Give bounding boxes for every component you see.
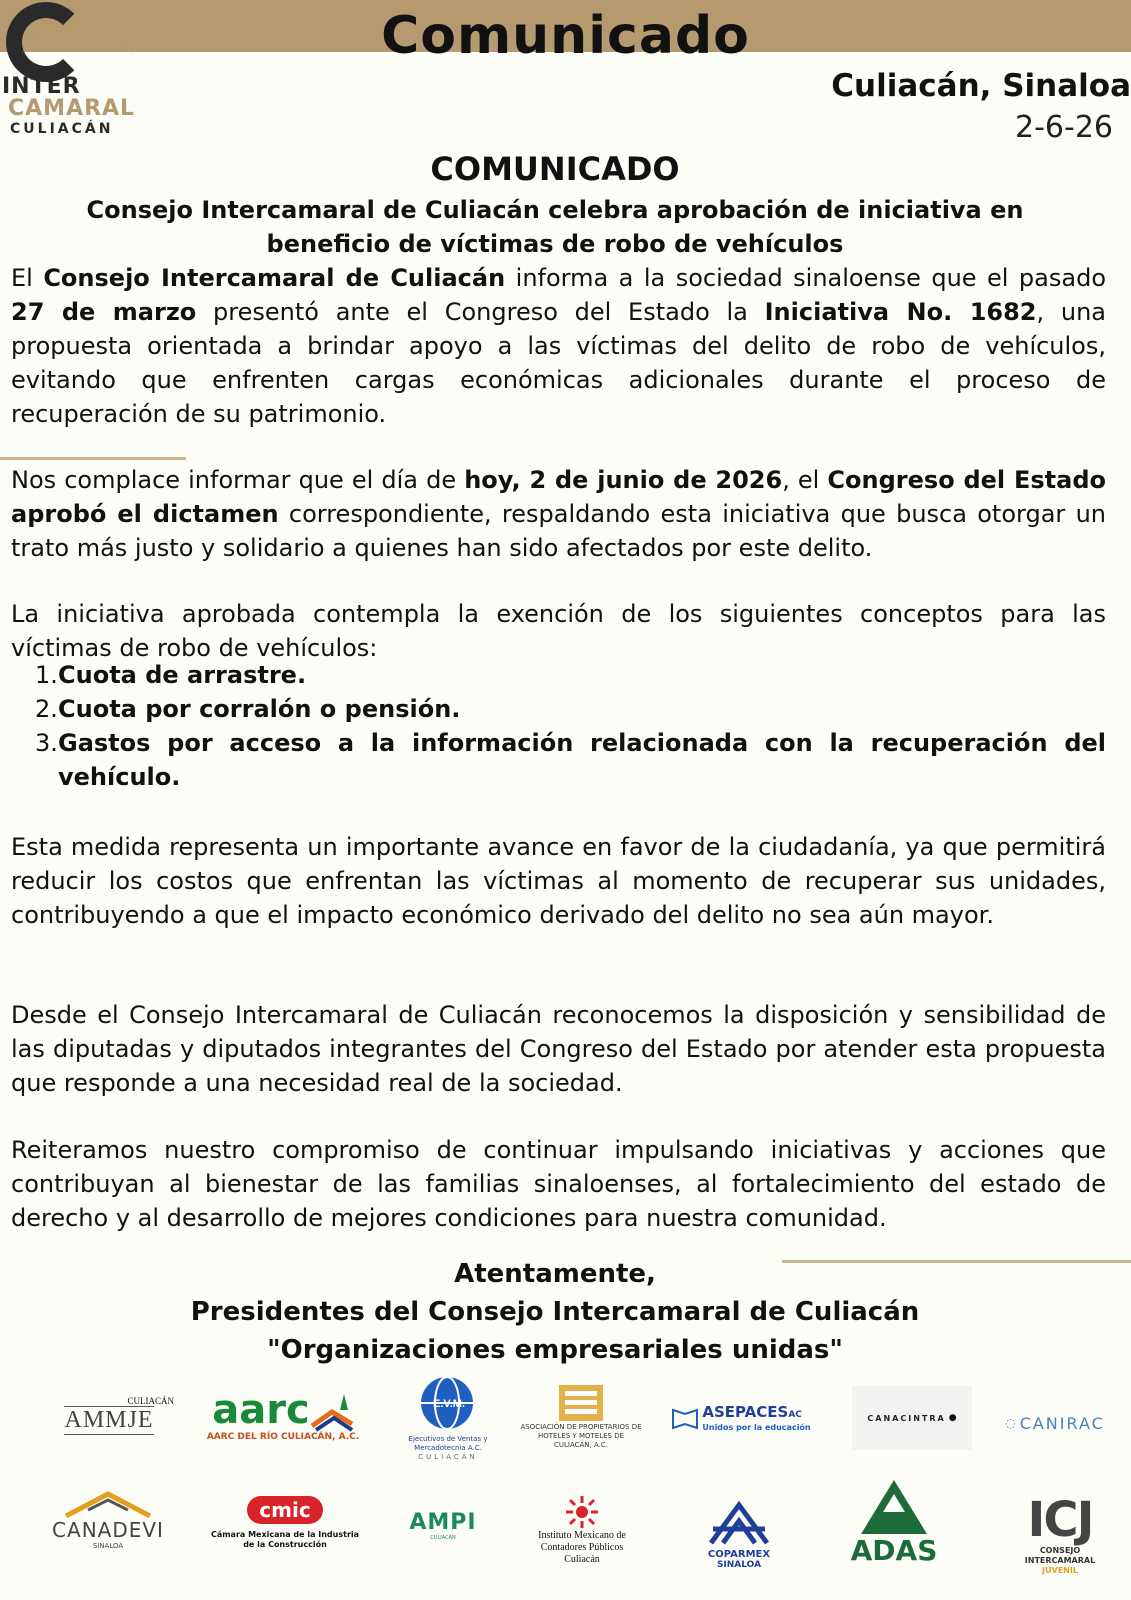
- adas-logo: [834, 1472, 954, 1572]
- asepaces-logo: [666, 1398, 816, 1438]
- canadevi-subtitle: SINALOA: [92, 1542, 124, 1550]
- adas-mountain-icon: [859, 1478, 929, 1536]
- canirac-logo: [1000, 1405, 1110, 1441]
- divider-rule: [0, 457, 186, 460]
- canirac-mark-icon: ◌: [1005, 1416, 1016, 1430]
- asepaces-name: ASEPACES: [702, 1403, 789, 1421]
- ammje-logo: [44, 1380, 174, 1450]
- paragraph-1: El Consejo Intercamaral de Culiacán informa a la sociedad sinaloense que el pasado 27 de marzo presentó ante el Congreso del Estado la Iniciativa No. 1682, una propuesta orientada a brindar apoyo a las víctimas del delito de robo de vehículos, evitando que enfrenten cargas económicas adicionales durante el proceso de recuperación de su patrimonio.: [11, 264, 1107, 428]
- signature-line-1: Atentamente,: [454, 1259, 656, 1289]
- hoteles-logo: [520, 1376, 642, 1456]
- building-icon: [555, 1383, 607, 1423]
- canadevi-logo: [42, 1482, 174, 1558]
- canacintra-logo: [852, 1386, 972, 1450]
- roof-icon: [58, 1490, 158, 1518]
- list-item: 1. Cuota de arrastre.: [35, 661, 307, 689]
- document-subheading: Consejo Intercamaral de Culiacán celebra aprobación de iniciativa en beneficio de víctimas de robo de vehículos: [86, 196, 1024, 258]
- cmic-logo: [210, 1490, 360, 1556]
- paragraph-4: Esta medida representa un importante avance en favor de la ciudadanía, ya que permitirá reducir los costos que enfrentan las víctimas al momento de recuperar sus unidades, contribuyendo a que el impacto económico derivado del delito no sea aún mayor.: [11, 833, 1106, 929]
- aarc-wave-icon: [310, 1388, 354, 1432]
- aarc-name: aarc: [212, 1387, 310, 1433]
- cij-subtitle-2: JUVENIL: [1042, 1565, 1078, 1575]
- hoteles-subtitle: ASOCIACIÓN DE PROPIETARIOS DE HOTELES Y MOTELES DE CULIACÁN, A.C.: [520, 1422, 642, 1449]
- exemption-list: [11, 658, 1106, 794]
- globe-icon: [413, 1373, 483, 1435]
- coparmex-name: COPARMEX: [707, 1548, 771, 1560]
- coparmex-mark-icon: [707, 1499, 771, 1549]
- imcp-subtitle: Instituto Mexicano de Contadores Públicos: [538, 1529, 626, 1553]
- list-item: 2. Cuota por corralón o pensión.: [35, 695, 461, 723]
- page-title: Comunicado: [381, 6, 750, 66]
- aarc-logo: [204, 1374, 362, 1456]
- signature-line-3: "Organizaciones empresariales unidas": [267, 1335, 843, 1365]
- asepaces-suffix: AC: [788, 1410, 802, 1420]
- canirac-name: CANIRAC: [1019, 1413, 1105, 1433]
- city-label: Culiacán, Sinaloa: [831, 68, 1131, 104]
- cmic-name: cmic: [247, 1496, 322, 1524]
- coparmex-subtitle: SINALOA: [716, 1559, 762, 1570]
- adas-name: ADAS: [850, 1534, 938, 1567]
- imcp-logo: [520, 1486, 644, 1572]
- canacintra-dot-icon: ●: [948, 1413, 957, 1423]
- ammje-city: CULIACÁN: [127, 1395, 174, 1406]
- document-heading: COMUNICADO: [430, 150, 680, 188]
- list-item: 3. Gastos por acceso a la información relacionada con la recuperación del vehículo.: [35, 729, 1106, 791]
- signature-line-2: Presidentes del Consejo Intercamaral de Culiacán: [190, 1297, 920, 1327]
- ampi-name: AMPI: [409, 1509, 477, 1535]
- aarc-subtitle: AARC DEL RÍO CULIACÁN, A.C.: [206, 1432, 360, 1442]
- ammje-name: AMMJE: [64, 1406, 154, 1433]
- book-icon: [671, 1406, 699, 1430]
- signature-block: [0, 1255, 1110, 1369]
- paragraph-2: Nos complace informar que el día de hoy, 2 de junio de 2026, el Congreso del Estado aprobó el dictamen correspondiente, respaldando esta iniciativa que busca otorgar un trato más justo y solidario a quienes han sido afectados por este delito.: [11, 466, 1106, 562]
- cij-mark: ICJ: [1027, 1491, 1093, 1548]
- logo-line-1: INTER: [2, 74, 81, 99]
- date-label: 2-6-26: [1015, 110, 1113, 145]
- paragraph-3: La iniciativa aprobada contempla la exención de los siguientes conceptos para las víctimas de robo de vehículos:: [11, 600, 1106, 662]
- evm-subtitle: Ejecutivos de Ventas y Mercadotecnia A.C.: [408, 1435, 488, 1452]
- canadevi-name: CANADEVI: [52, 1518, 164, 1542]
- paragraph-5: Desde el Consejo Intercamaral de Culiacán reconocemos la disposición y sensibilidad de las diputadas y diputados integrantes del Congreso del Estado por atender esta propuesta que responde a una necesidad real de la sociedad.: [11, 1001, 1106, 1097]
- cmic-subtitle: Cámara Mexicana de la Industria de la Construcción: [210, 1530, 360, 1549]
- logo-line-3: CULIACÁN: [10, 121, 114, 137]
- evm-city: CULIACÁN: [418, 1453, 478, 1461]
- cij-subtitle: CONSEJO INTERCAMARAL: [1024, 1545, 1096, 1565]
- cij-logo: [1010, 1484, 1110, 1584]
- sun-icon: [564, 1494, 600, 1530]
- logo-swoosh: [22, 34, 132, 75]
- canacintra-name: CANACINTRA: [867, 1413, 946, 1423]
- evm-logo: [400, 1368, 496, 1466]
- coparmex-logo: [694, 1494, 784, 1574]
- paragraph-6: Reiteramos nuestro compromiso de continuar impulsando iniciativas y acciones que contribuyan al bienestar de las familias sinaloenses, al fortalecimiento del estado de derecho y al desarrollo de mejores condiciones para nuestra comunidad.: [11, 1136, 1106, 1232]
- intercamaral-logo: [0, 0, 140, 145]
- evm-mark: E.V.M.: [433, 1398, 465, 1410]
- imcp-city: Culiacán: [564, 1553, 600, 1565]
- ampi-logo: [398, 1500, 488, 1550]
- logo-line-2: CAMARAL: [8, 96, 136, 121]
- asepaces-tagline: Unidos por la educación: [702, 1423, 811, 1432]
- ampi-subtitle: CULIACÁN: [430, 1534, 456, 1541]
